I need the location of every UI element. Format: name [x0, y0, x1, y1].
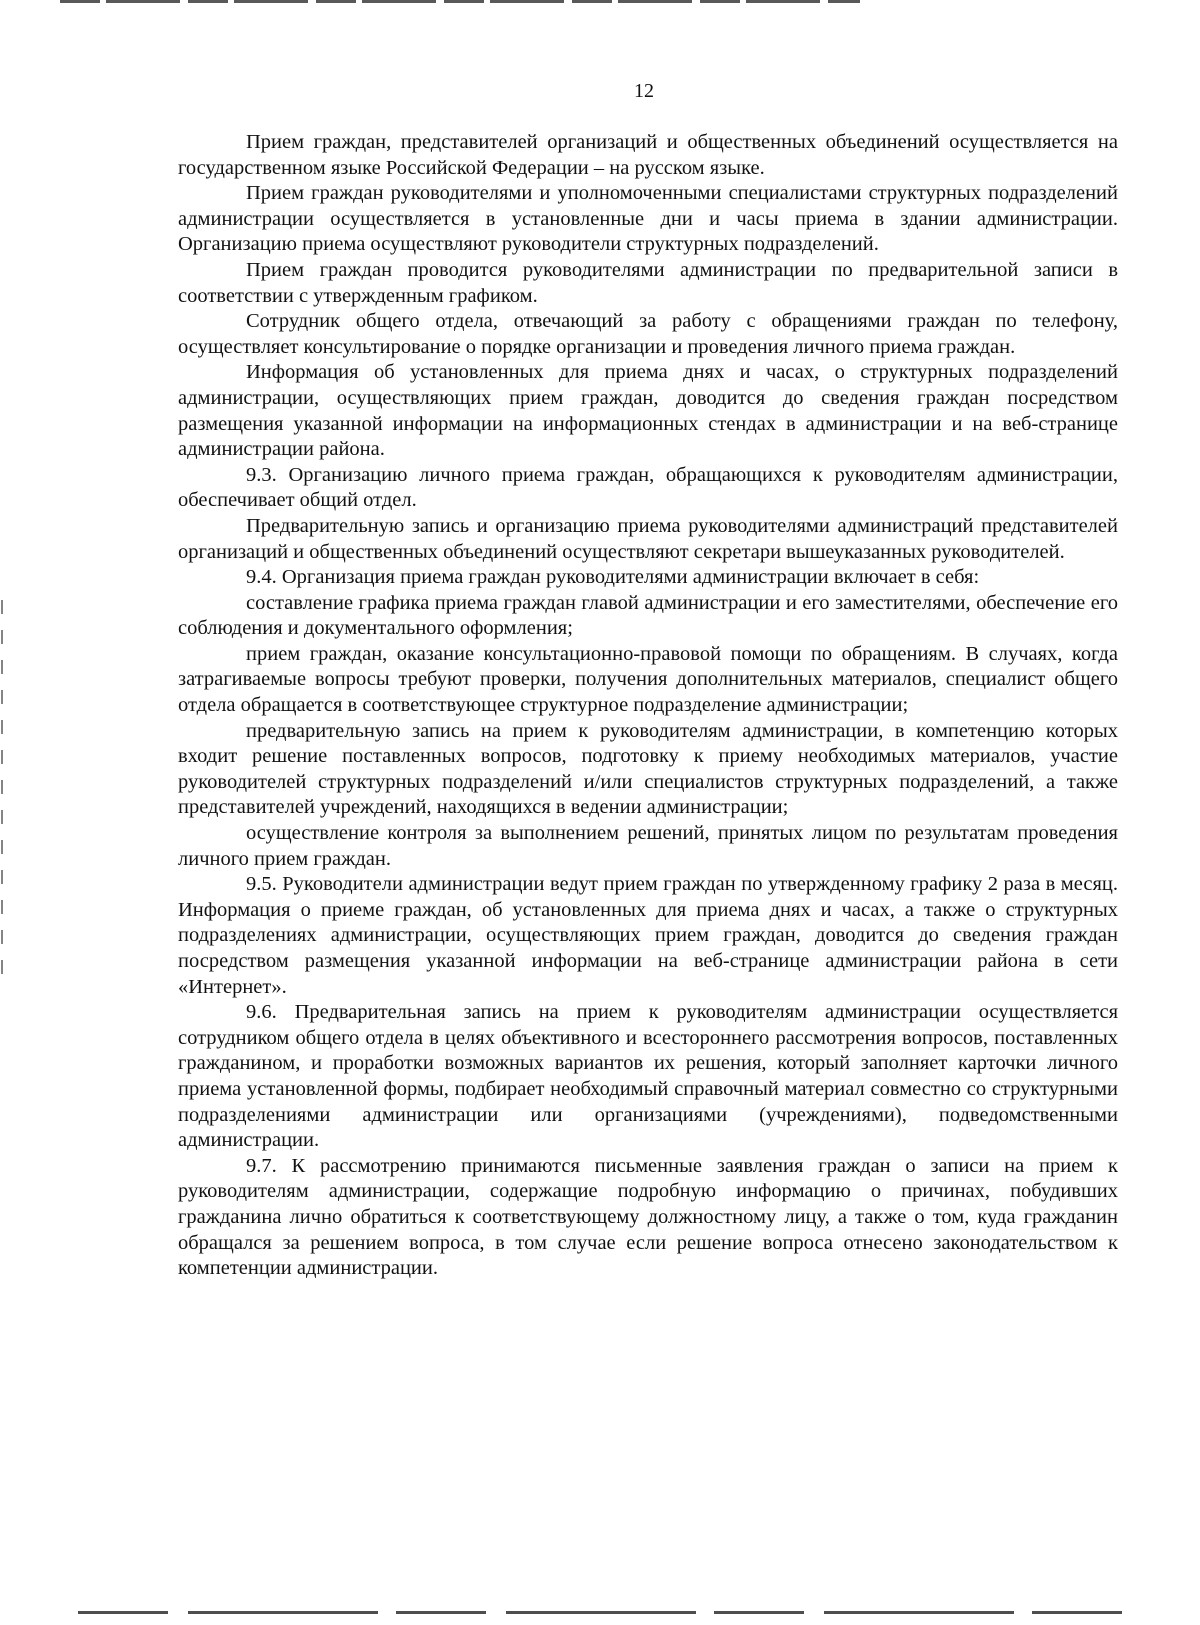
- paragraph: Информация об установленных для приема днях и часах, о структурных подразделений администрации, осуществляющих прием граждан, доводится до сведения граждан посредством размещения указанной информации на информационных стендах в администрации и на веб-странице администрации района.: [178, 361, 1118, 461]
- paragraph: осуществление контроля за выполнением решений, принятых лицом по результатам проведения личного прием граждан.: [178, 822, 1118, 870]
- paragraph: 9.7. К рассмотрению принимаются письменные заявления граждан о записи на прием к руководителям администрации, содержащие подробную информацию о причинах, побудивших гражданина лично обратиться к соответствующему должностному лицу, а также о том, куда гражданин обращался за решением вопроса, в том случае если решение вопроса отнесено законодательством к компетенции администрации.: [178, 1154, 1118, 1280]
- paragraph: Прием граждан руководителями и уполномоченными специалистами структурных подразделений администрации осуществляется в установленные дни и часы приема в здании администрации. Организацию приема осуществляют руководители структурных подразделений.: [178, 182, 1118, 256]
- paragraph: прием граждан, оказание консультационно-правовой помощи по обращениям. В случаях, когда затрагиваемые вопросы требуют проверки, получения дополнительных материалов, специалист общего отдела обращается в соответствующее структурное подразделение администрации;: [178, 642, 1118, 717]
- scan-left-edge-artifact: [1, 600, 3, 980]
- paragraph: Прием граждан проводится руководителями администрации по предварительной записи в соответствии с утвержденным графиком.: [178, 258, 1118, 307]
- paragraph: Предварительную запись и организацию приема руководителями администраций представителей организаций и общественных объединений осуществляют секретари вышеуказанных руководителей.: [178, 514, 1118, 563]
- document-body: [178, 130, 1118, 1282]
- paragraph: 9.3. Организацию личного приема граждан, обращающихся к руководителям администрации, обеспечивает общий отдел.: [178, 463, 1118, 512]
- scan-top-artifact: [60, 0, 860, 3]
- page-number: 12: [634, 80, 654, 102]
- paragraph: 9.5. Руководители администрации ведут прием граждан по утвержденному графику 2 раза в месяц. Информация о приеме граждан, об установленных для приема днях и часах, а также о структурных подразделениях администрации, осуществляющих прием граждан, доводится до сведения граждан посредством размещения указанной информации на веб-странице администрации района в сети «Интернет».: [178, 873, 1118, 998]
- paragraph: 9.4. Организация приема граждан руководителями администрации включает в себя:: [246, 566, 980, 589]
- paragraph: Сотрудник общего отдела, отвечающий за работу с обращениями граждан по телефону, осуществляет консультирование о порядке организации и проведения личного приема граждан.: [178, 310, 1118, 358]
- scan-bottom-artifact: [78, 1611, 1128, 1614]
- paragraph: Прием граждан, представителей организаций и общественных объединений осуществляется на государственном языке Российской Федерации – на русском языке.: [178, 131, 1118, 179]
- paragraph: 9.6. Предварительная запись на прием к руководителям администрации осуществляется сотрудником общего отдела в целях объективного и всестороннего рассмотрения вопросов, поставленных гражданином, и проработки возможных вариантов их решения, который заполняет карточки личного приема установленной формы, подбирает необходимый справочный материал совместно со структурными подразделениями администрации или организациями (учреждениями), подведомственными администрации.: [178, 1001, 1118, 1152]
- paragraph: предварительную запись на прием к руководителям администрации, в компетенцию которых входит решение поставленных вопросов, подготовку к приему необходимых материалов, участие руководителей структурных подразделений и/или специалистов структурных подразделений, а также представителей учреждений, находящихся в ведении администрации;: [178, 719, 1118, 819]
- paragraph: составление графика приема граждан главой администрации и его заместителями, обеспечение его соблюдения и документального оформления;: [178, 591, 1118, 640]
